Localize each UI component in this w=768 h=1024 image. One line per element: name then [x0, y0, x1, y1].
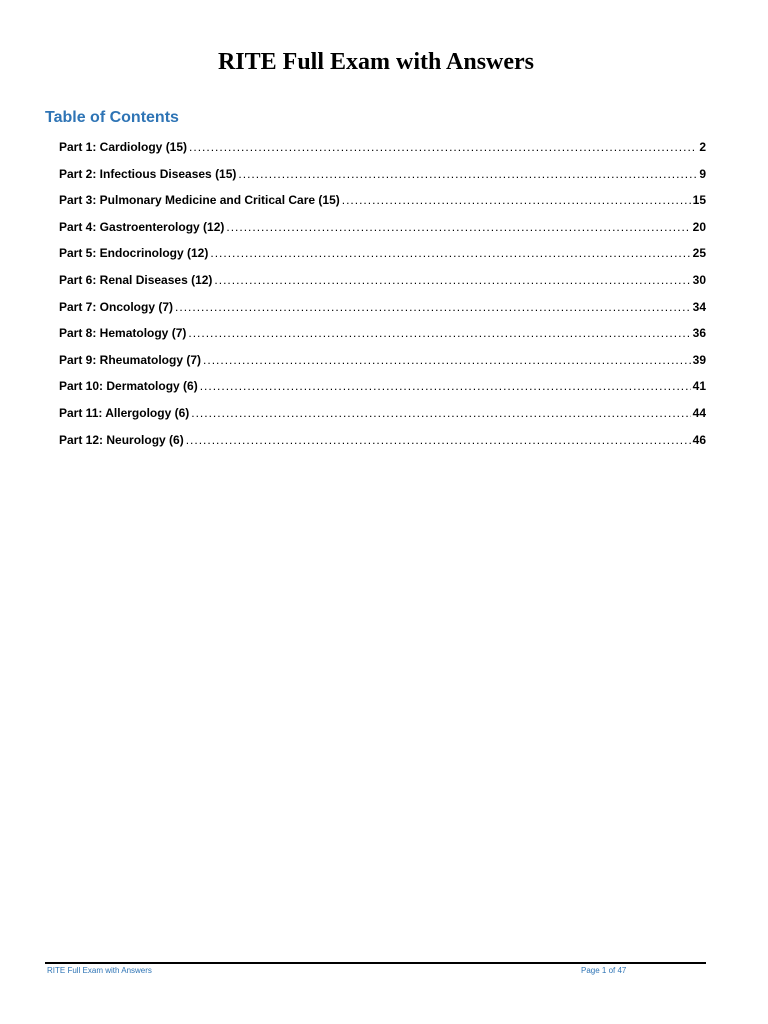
- toc-dot-leader: [200, 379, 691, 393]
- toc-list: [59, 140, 706, 459]
- toc-dot-leader: [188, 326, 690, 340]
- toc-heading: Table of Contents: [45, 109, 179, 126]
- toc-dot-leader: [186, 433, 691, 447]
- toc-entry-label: Part 6: Renal Diseases (12): [59, 272, 213, 287]
- toc-dot-leader: [214, 273, 690, 287]
- document-title: RITE Full Exam with Answers: [217, 49, 535, 75]
- toc-entry-page: 30: [692, 272, 706, 287]
- toc-entry-page: 25: [692, 246, 706, 261]
- toc-entry-page: 15: [692, 193, 706, 208]
- toc-entry-page: 44: [692, 405, 706, 420]
- toc-dot-leader: [342, 193, 691, 207]
- toc-dot-leader: [175, 300, 691, 314]
- toc-entry-label: Part 11: Allergology (6): [59, 405, 190, 420]
- footer-divider: [45, 962, 706, 964]
- toc-entry-gastroenterology[interactable]: [59, 220, 706, 247]
- toc-entry-dermatology[interactable]: [59, 379, 706, 406]
- toc-entry-allergology[interactable]: [59, 406, 706, 433]
- toc-entry-neurology[interactable]: [59, 433, 706, 460]
- toc-entry-label: Part 7: Oncology (7): [59, 299, 174, 314]
- toc-entry-label: Part 8: Hematology (7): [59, 326, 187, 341]
- toc-entry-page: 9: [699, 166, 706, 181]
- toc-entry-page: 20: [692, 219, 706, 234]
- footer-page-number: Page 1 of 47: [581, 966, 627, 975]
- toc-entry-label: Part 10: Dermatology (6): [59, 379, 198, 394]
- toc-entry-page: 41: [692, 379, 706, 394]
- toc-entry-label: Part 5: Endocrinology (12): [59, 246, 209, 261]
- toc-entry-page: 46: [692, 432, 706, 447]
- toc-entry-label: Part 3: Pulmonary Medicine and Critical Care (15): [59, 193, 340, 208]
- toc-entry-page: 2: [699, 140, 706, 154]
- toc-dot-leader: [191, 406, 690, 420]
- toc-dot-leader: [238, 167, 697, 181]
- toc-entry-label: Part 12: Neurology (6): [59, 432, 184, 447]
- toc-dot-leader: [203, 353, 691, 367]
- toc-entry-label: Part 2: Infectious Diseases (15): [59, 166, 237, 181]
- toc-entry-label: Part 9: Rheumatology (7): [59, 352, 202, 367]
- toc-entry-page: 36: [692, 326, 706, 341]
- footer-document-title: RITE Full Exam with Answers: [47, 966, 152, 975]
- toc-entry-oncology[interactable]: [59, 300, 706, 327]
- toc-entry-endocrinology[interactable]: [59, 246, 706, 273]
- toc-dot-leader: [210, 246, 690, 260]
- toc-entry-pulmonary-medicine[interactable]: [59, 193, 706, 220]
- toc-entry-label: Part 1: Cardiology (15): [59, 140, 188, 154]
- toc-dot-leader: [189, 140, 697, 154]
- toc-entry-label: Part 4: Gastroenterology (12): [59, 219, 225, 234]
- toc-entry-page: 39: [692, 352, 706, 367]
- toc-entry-hematology[interactable]: [59, 326, 706, 353]
- toc-entry-page: 34: [692, 299, 706, 314]
- toc-entry-renal-diseases[interactable]: [59, 273, 706, 300]
- toc-entry-infectious-diseases[interactable]: [59, 167, 706, 194]
- toc-entry-rheumatology[interactable]: [59, 353, 706, 380]
- toc-dot-leader: [226, 220, 690, 234]
- toc-entry-cardiology[interactable]: [59, 140, 706, 167]
